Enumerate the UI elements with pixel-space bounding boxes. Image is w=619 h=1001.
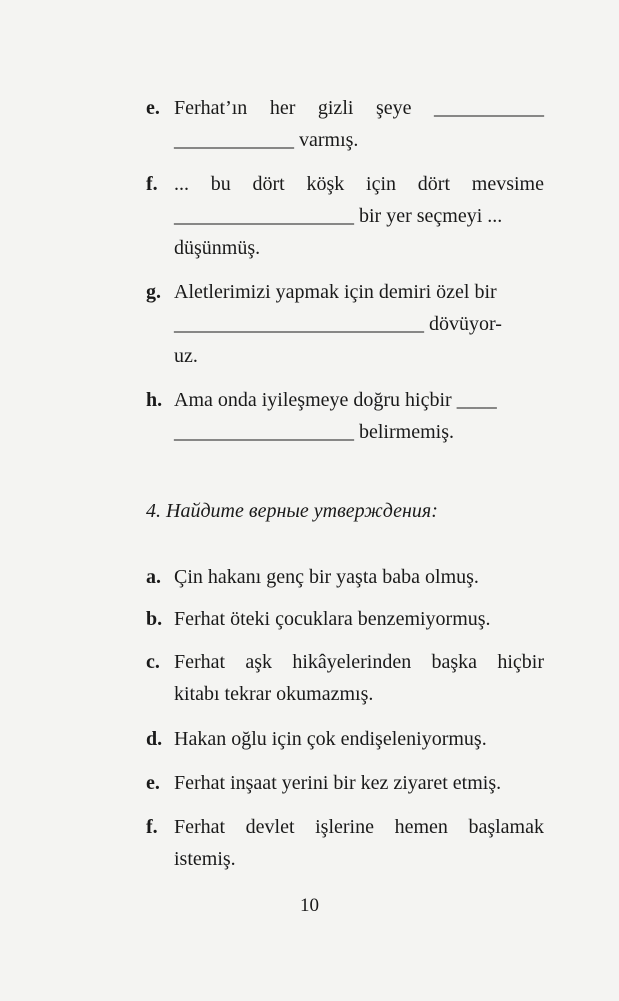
item-line: Ferhat öteki çocuklara benzemiyormuş. (174, 608, 491, 630)
item-line: Çin hakanı genç bir yaşta baba olmuş. (174, 566, 479, 588)
statement-item-d (146, 723, 544, 755)
item-line: düşünmüş. (174, 237, 261, 259)
item-marker: f. (146, 816, 158, 838)
item-marker: a. (146, 566, 161, 588)
item-line: ... bu dört köşk için dört mevsime (174, 173, 544, 195)
page-number: 10 (300, 895, 319, 916)
item-line: Ferhat aşk hikâyelerinden başka hiçbir (174, 651, 544, 673)
exercise-item-g (146, 276, 544, 372)
statement-item-e (146, 767, 544, 799)
item-line: Hakan oğlu için çok endişeleniyormuş. (174, 728, 487, 750)
item-line: uz. (174, 345, 198, 367)
exercise-item-e (146, 92, 544, 156)
statement-item-c (146, 646, 544, 710)
item-marker: h. (146, 389, 163, 411)
item-line: Aletlerimizi yapmak için demiri özel bir (174, 281, 497, 303)
item-marker: e. (146, 97, 160, 119)
item-line: __________________ bir yer seçmeyi ... (174, 205, 503, 227)
item-marker: g. (146, 281, 161, 303)
statement-item-b (146, 603, 544, 635)
exercise-4-title: 4. Найдите верные утверждения: (146, 500, 438, 522)
item-marker: b. (146, 608, 163, 630)
item-marker: e. (146, 772, 160, 794)
statement-item-a (146, 561, 544, 593)
item-line: Ferhat inşaat yerini bir kez ziyaret etmiş. (174, 772, 502, 794)
item-line: kitabı tekrar okumazmış. (174, 683, 374, 705)
item-marker: d. (146, 728, 163, 750)
item-line: __________________ belirmemiş. (174, 421, 454, 443)
item-marker: f. (146, 173, 158, 195)
statement-item-f (146, 811, 544, 875)
item-line: _________________________ dövüyor- (174, 313, 502, 335)
item-line: istemiş. (174, 848, 236, 870)
item-marker: c. (146, 651, 160, 673)
exercise-item-h (146, 384, 544, 448)
item-line: ____________ varmış. (174, 129, 359, 151)
item-line: Ama onda iyileşmeye doğru hiçbir ____ (174, 389, 497, 411)
item-line: Ferhat devlet işlerine hemen başlamak (174, 816, 544, 838)
exercise-item-f (146, 168, 544, 264)
item-line: Ferhat’ın her gizli şeye ___________ (174, 97, 544, 119)
